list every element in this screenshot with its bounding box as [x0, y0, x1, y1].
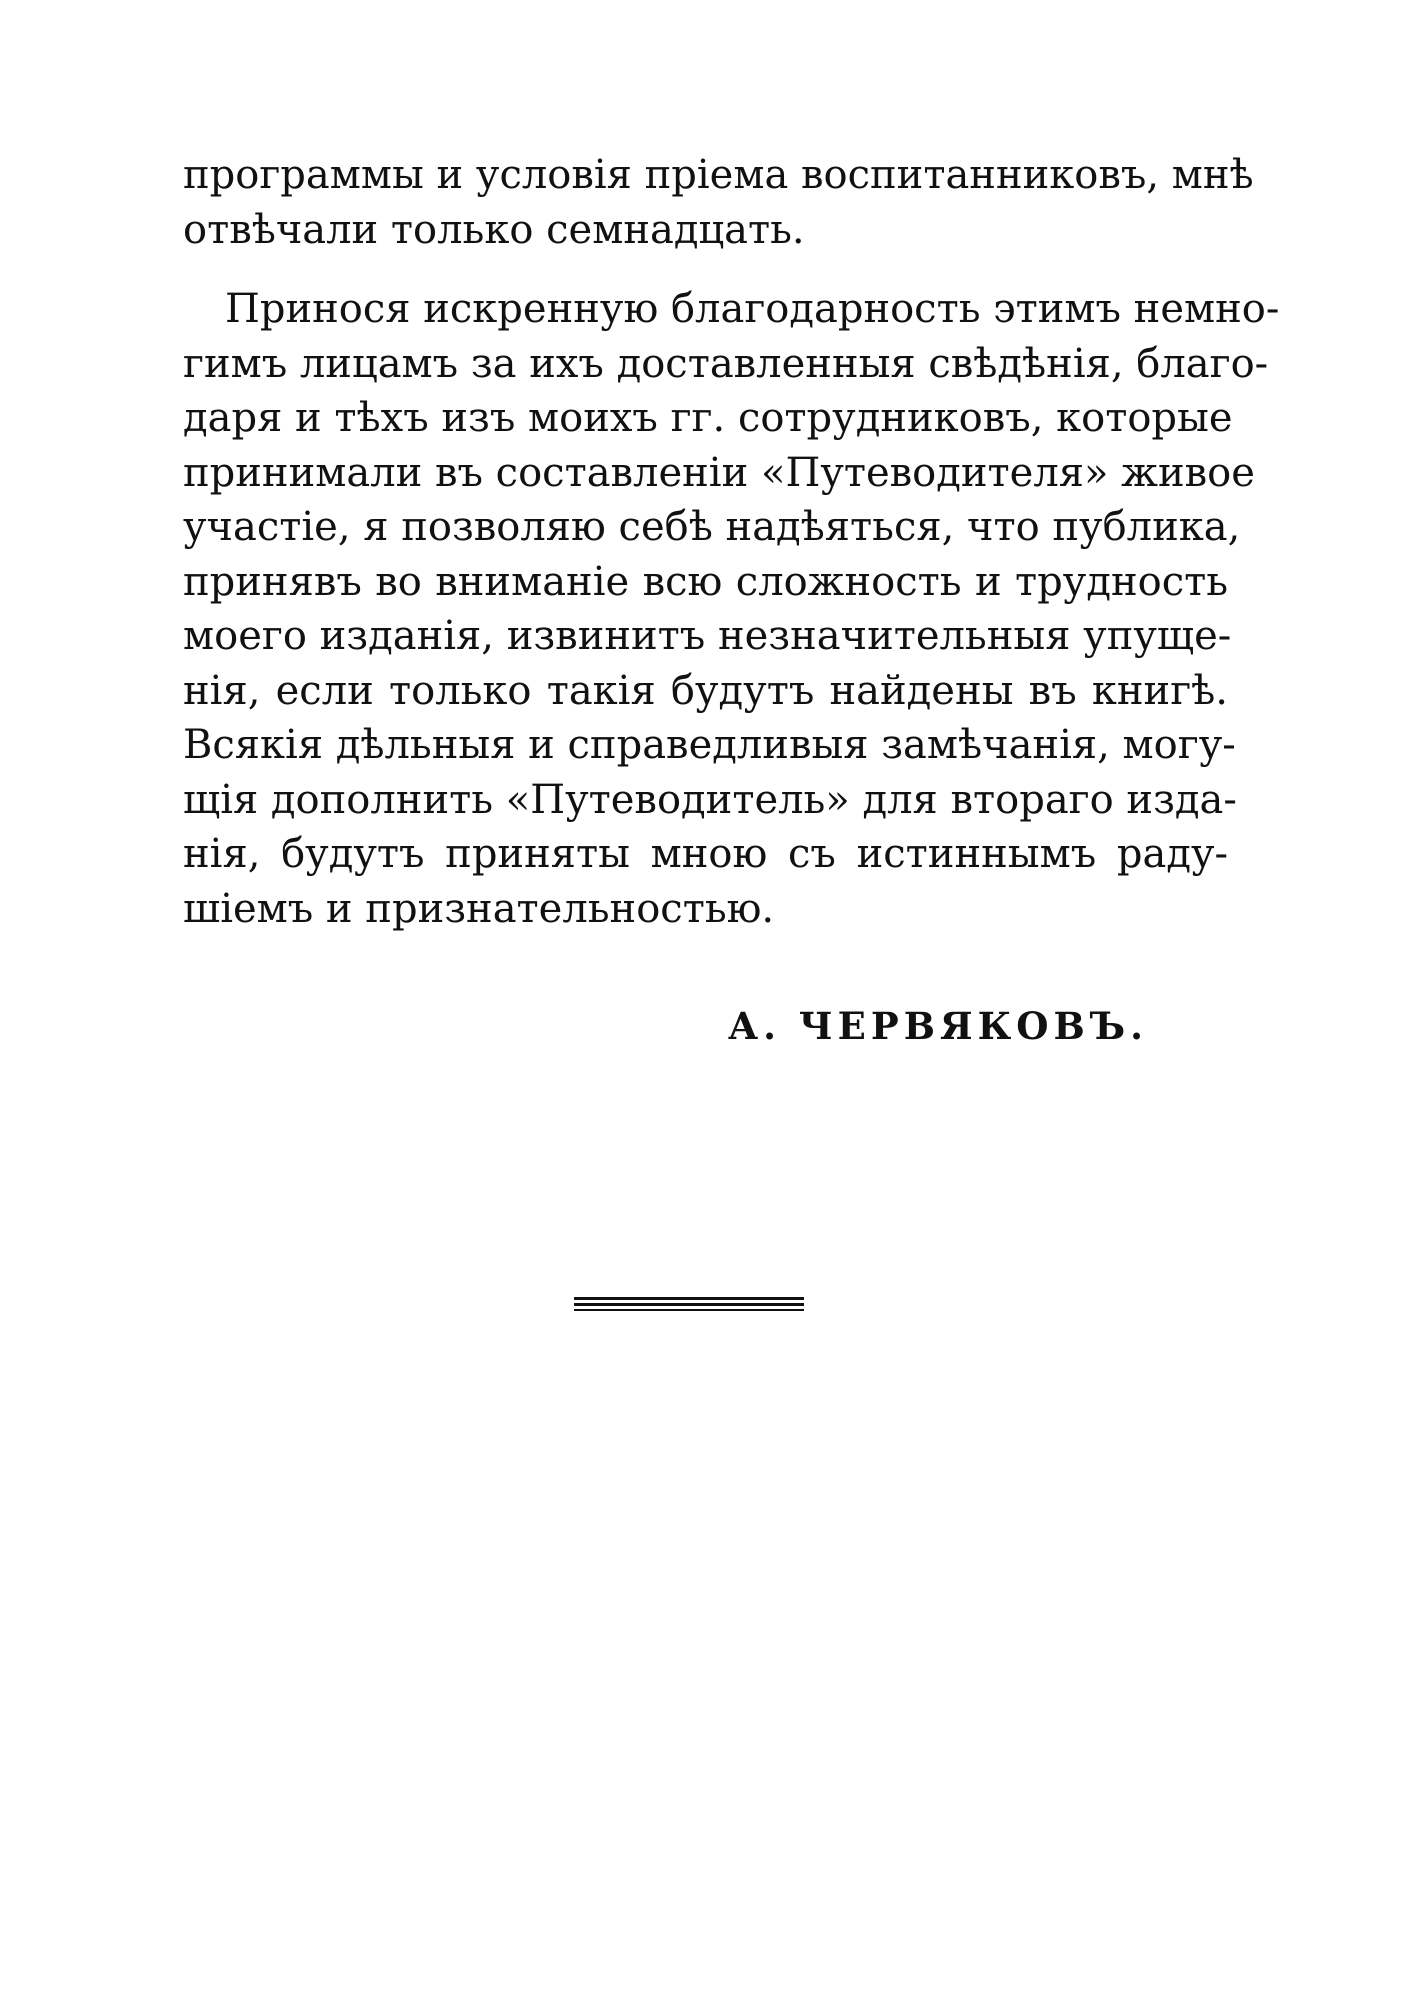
text-line: отвѣчали только семнадцать. [183, 206, 805, 253]
text-line: даря и тѣхъ изъ моихъ гг. сотрудниковъ, которые [183, 395, 1233, 441]
text-line: принявъ во вниманіе всю сложность и трудность [183, 558, 1228, 605]
text-line: Принося искренную благодарность этимъ немно- [225, 286, 1280, 332]
text-line: моего изданія, извинитъ незначительныя упуще- [183, 613, 1232, 659]
text-line: щія дополнить «Путеводитель» для втораго изда- [183, 776, 1237, 823]
text-line: гимъ лицамъ за ихъ доставленныя свѣдѣнія, благо- [183, 340, 1269, 387]
text-line: шіемъ и признательностью. [183, 885, 775, 932]
author-signature: А. ЧЕРВЯКОВЪ. [728, 1004, 1149, 1048]
text-line: участіе, я позволяю себѣ надѣяться, что публика, [183, 504, 1241, 550]
text-line: нія, если только такія будутъ найдены въ книгѣ. [183, 667, 1228, 714]
paragraph-gap [183, 257, 1228, 282]
text-line: Всякія дѣльныя и справедливыя замѣчанія, могу- [183, 722, 1236, 768]
body-text [183, 148, 1280, 936]
text-line: принимали въ составленіи «Путеводителя» живое [183, 449, 1255, 496]
text-line: нія, будутъ приняты мною съ истиннымъ раду- [183, 831, 1228, 877]
decorative-rule [574, 1297, 804, 1313]
paragraph-2 [183, 282, 1280, 936]
paragraph-1 [183, 148, 1254, 257]
text-line: программы и условія пріема воспитанниковъ, мнѣ [183, 152, 1254, 198]
rule-line [574, 1297, 804, 1300]
rule-line [574, 1309, 804, 1311]
rule-line [574, 1303, 804, 1306]
